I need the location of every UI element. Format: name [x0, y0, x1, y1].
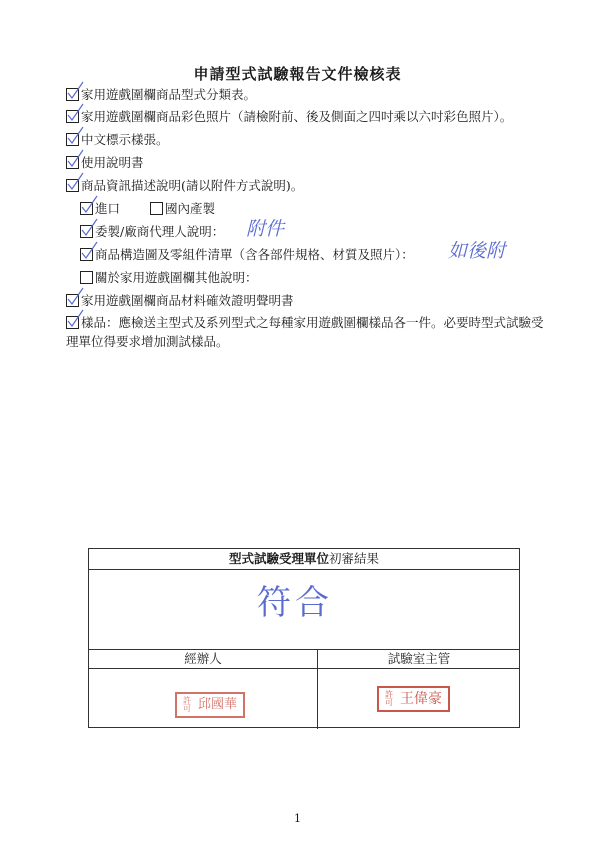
page-title: 申請型式試驗報告文件檢核表 — [193, 65, 402, 83]
checkbox[interactable] — [66, 110, 79, 123]
item-label: 商品資訊描述說明(請以附件方式說明)。 — [81, 178, 304, 193]
heading-result: 初審結果 — [329, 551, 380, 566]
origin-domestic-option — [150, 200, 215, 218]
checklist-item-manual — [66, 154, 144, 172]
page-number: 1 — [294, 812, 301, 825]
domestic-label: 國內產製 — [165, 201, 216, 216]
sub-item-other — [80, 269, 258, 287]
item-label: 樣品：應檢送主型式及系列型式之每種家用遊戲圍欄樣品各一件。必要時型式試驗受理單位得要求增加測試樣品。 — [66, 315, 544, 349]
handwritten-structure-note: 如後附 — [448, 240, 506, 262]
item-label: 使用說明書 — [81, 155, 144, 170]
checklist-item-product-info — [66, 177, 303, 195]
checkbox[interactable] — [66, 156, 79, 169]
sub-item-structure — [80, 246, 414, 264]
item-label: 家用遊戲圍欄商品型式分類表。 — [81, 87, 257, 102]
checkbox[interactable] — [66, 316, 79, 329]
checkbox[interactable] — [80, 202, 93, 215]
item-label: 中文標示樣張。 — [81, 132, 169, 147]
handler-stamp — [175, 692, 245, 718]
checklist-item-type-table — [66, 86, 256, 104]
supervisor-label: 試驗室主管 — [387, 651, 451, 666]
item-label: 商品構造圖及零組件清單（含各部件規格、材質及照片）： — [95, 247, 414, 262]
import-label: 進口 — [95, 201, 121, 216]
column-divider — [317, 649, 318, 729]
item-label: 家用遊戲圍欄商品材料確效證明聲明書 — [81, 293, 294, 308]
supervisor-stamp — [377, 686, 450, 712]
checkbox[interactable] — [80, 248, 93, 261]
origin-import-option — [80, 200, 120, 218]
checkbox[interactable] — [66, 294, 79, 307]
item-label: 關於家用遊戲圍欄其他說明： — [95, 270, 258, 285]
review-result-table — [88, 548, 520, 728]
heading-unit: 型式試驗受理單位 — [228, 551, 329, 566]
handwritten-result: 符合 — [257, 583, 333, 623]
sub-item-agent — [80, 223, 224, 241]
checkbox[interactable] — [150, 202, 163, 215]
checklist-item-material — [66, 292, 294, 310]
stamp-prefix: 許可 — [183, 695, 191, 713]
checkbox[interactable] — [66, 179, 79, 192]
checkbox[interactable] — [80, 225, 93, 238]
checkbox[interactable] — [80, 271, 93, 284]
checklist-item-label-sample — [66, 131, 169, 149]
stamp-prefix: 許可 — [385, 690, 393, 707]
handler-stamp-name: 邱國華 — [198, 697, 238, 712]
handwritten-agent-note: 附件 — [246, 218, 285, 240]
checklist-item-sample — [66, 313, 546, 351]
checkbox[interactable] — [66, 133, 79, 146]
result-table-heading — [89, 549, 519, 570]
item-label: 委製/廠商代理人說明： — [95, 224, 225, 239]
supervisor-stamp-name: 王偉豪 — [400, 691, 442, 707]
item-label: 家用遊戲圍欄商品彩色照片（請檢附前、後及側面之四吋乘以六吋彩色照片）。 — [81, 109, 513, 124]
checkbox[interactable] — [66, 88, 79, 101]
checklist-item-photos — [66, 108, 512, 126]
handler-label: 經辦人 — [184, 651, 222, 666]
signature-label-row — [89, 649, 519, 669]
